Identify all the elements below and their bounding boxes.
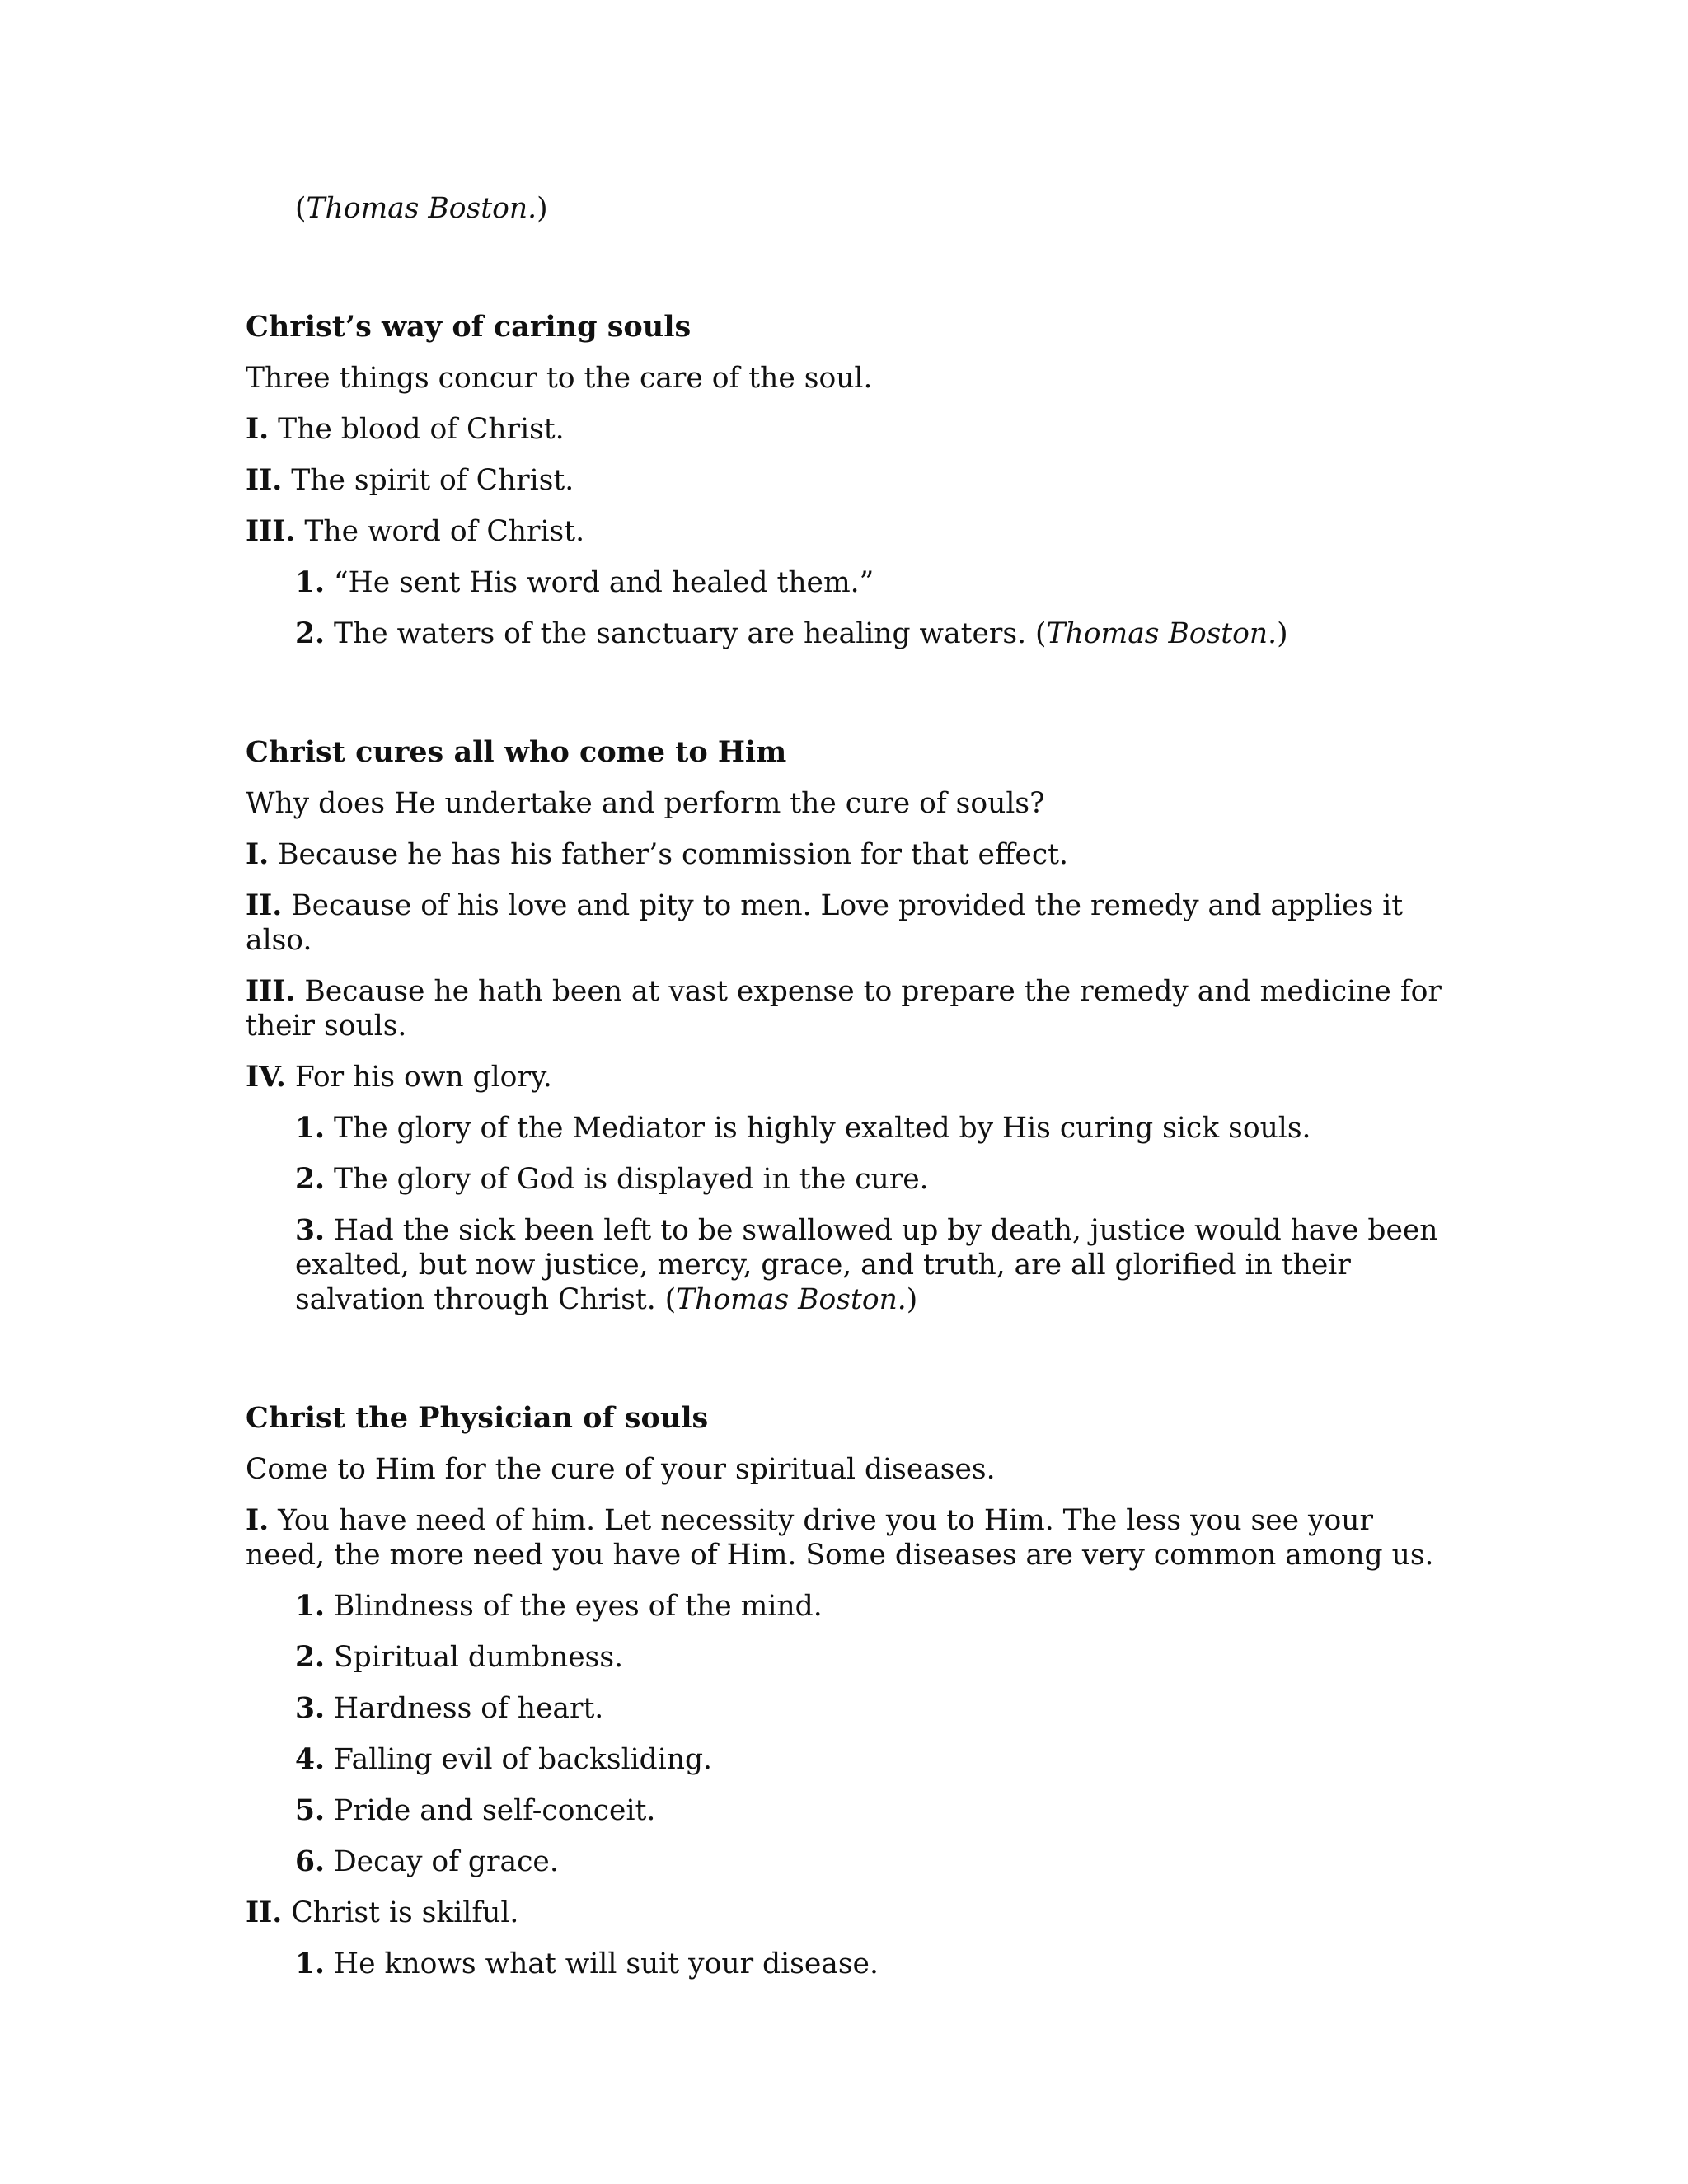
section-intro: Why does He undertake and perform the cure of souls? (246, 787, 1045, 820)
sub-list-item (295, 1589, 1449, 1624)
item-text: Falling evil of backsliding. (325, 1743, 713, 1776)
item-text: “He sent His word and healed them.” (325, 566, 874, 599)
section-caring-souls (246, 310, 1449, 651)
sub-list-item (295, 1947, 1449, 1981)
item-number: II. (246, 889, 283, 922)
item-text: The blood of Christ. (269, 413, 565, 446)
item-text: Had the sick been left to be swallowed up by death, justice would have been exalted, but now justice, mercy, grace, and truth, are all glorified in their salvation through Christ. ( (295, 1214, 1438, 1316)
list-item (246, 514, 1449, 549)
author-name: Thomas Boston. (676, 1283, 907, 1316)
section-heading: Christ’s way of caring souls (246, 310, 692, 344)
item-number: I. (246, 413, 270, 446)
list-item (246, 412, 1449, 447)
item-number: III. (246, 515, 296, 548)
list-item (246, 1503, 1449, 1572)
item-text: Because of his love and pity to men. Love provided the remedy and applies it also. (246, 889, 1404, 957)
section-cures-all (246, 735, 1449, 1317)
sub-list-item (295, 1844, 1449, 1879)
item-number: 1. (295, 1112, 326, 1145)
item-text: Pride and self-conceit. (325, 1794, 656, 1827)
item-text: The spirit of Christ. (282, 464, 574, 497)
item-number: II. (246, 1896, 283, 1929)
item-number: 2. (295, 1163, 326, 1196)
sub-list-item (295, 1793, 1449, 1828)
item-text: The waters of the sanctuary are healing waters. ( (325, 617, 1047, 650)
item-number: I. (246, 838, 270, 871)
author-name: Thomas Boston. (306, 192, 537, 225)
item-number: 5. (295, 1794, 326, 1827)
item-number: 1. (295, 1947, 326, 1980)
item-text: Blindness of the eyes of the mind. (325, 1590, 823, 1623)
item-number: 4. (295, 1743, 326, 1776)
sub-list-item (295, 1111, 1449, 1146)
item-number: 2. (295, 1641, 326, 1674)
item-text: Christ is skilful. (282, 1896, 519, 1929)
sub-list-item (295, 1742, 1449, 1777)
item-text: The glory of the Mediator is highly exalted by His curing sick souls. (325, 1112, 1311, 1145)
list-item (246, 1060, 1449, 1094)
sub-list-item (295, 1162, 1449, 1197)
item-text: Because he hath been at vast expense to prepare the remedy and medicine for their souls. (246, 975, 1442, 1043)
list-item (246, 974, 1449, 1043)
item-number: III. (246, 975, 296, 1008)
author-name: Thomas Boston. (1046, 617, 1278, 650)
list-item (246, 1896, 1449, 1930)
item-text: He knows what will suit your disease. (325, 1947, 879, 1980)
page-content (246, 191, 1449, 1998)
item-number: 1. (295, 1590, 326, 1623)
item-text: For his own glory. (285, 1061, 552, 1094)
item-text: Hardness of heart. (325, 1692, 604, 1725)
paren-close: ) (1277, 617, 1288, 650)
item-text: You have need of him. Let necessity drive you to Him. The less you see your need, the more need you have of Him. Some diseases are very common among us. (246, 1504, 1434, 1572)
item-number: 3. (295, 1214, 326, 1247)
item-text: Spiritual dumbness. (325, 1641, 624, 1674)
item-number: 1. (295, 566, 326, 599)
item-number: IV. (246, 1061, 286, 1094)
item-text: Decay of grace. (325, 1845, 559, 1878)
paren-close: ) (906, 1283, 918, 1316)
sub-list-item (295, 1213, 1449, 1317)
section-intro: Come to Him for the cure of your spiritual diseases. (246, 1453, 996, 1486)
item-number: 3. (295, 1692, 326, 1725)
paren-open: ( (295, 192, 307, 225)
paren-close: ) (537, 192, 548, 225)
item-number: 2. (295, 617, 326, 650)
section-heading: Christ the Physician of souls (246, 1401, 709, 1435)
section-intro: Three things concur to the care of the soul. (246, 362, 873, 395)
item-number: 6. (295, 1845, 326, 1878)
list-item (246, 888, 1449, 958)
item-number: I. (246, 1504, 270, 1537)
sub-list-item (295, 1640, 1449, 1675)
attribution (295, 191, 1449, 226)
list-item (246, 837, 1449, 872)
item-text: The glory of God is displayed in the cure. (325, 1163, 929, 1196)
sub-list-item (295, 616, 1449, 651)
sub-list-item (295, 1691, 1449, 1726)
section-heading: Christ cures all who come to Him (246, 735, 787, 769)
item-number: II. (246, 464, 283, 497)
item-text: Because he has his father’s commission for that effect. (269, 838, 1068, 871)
list-item (246, 463, 1449, 498)
sub-list-item (295, 565, 1449, 600)
section-physician (246, 1401, 1449, 1981)
item-text: The word of Christ. (295, 515, 585, 548)
